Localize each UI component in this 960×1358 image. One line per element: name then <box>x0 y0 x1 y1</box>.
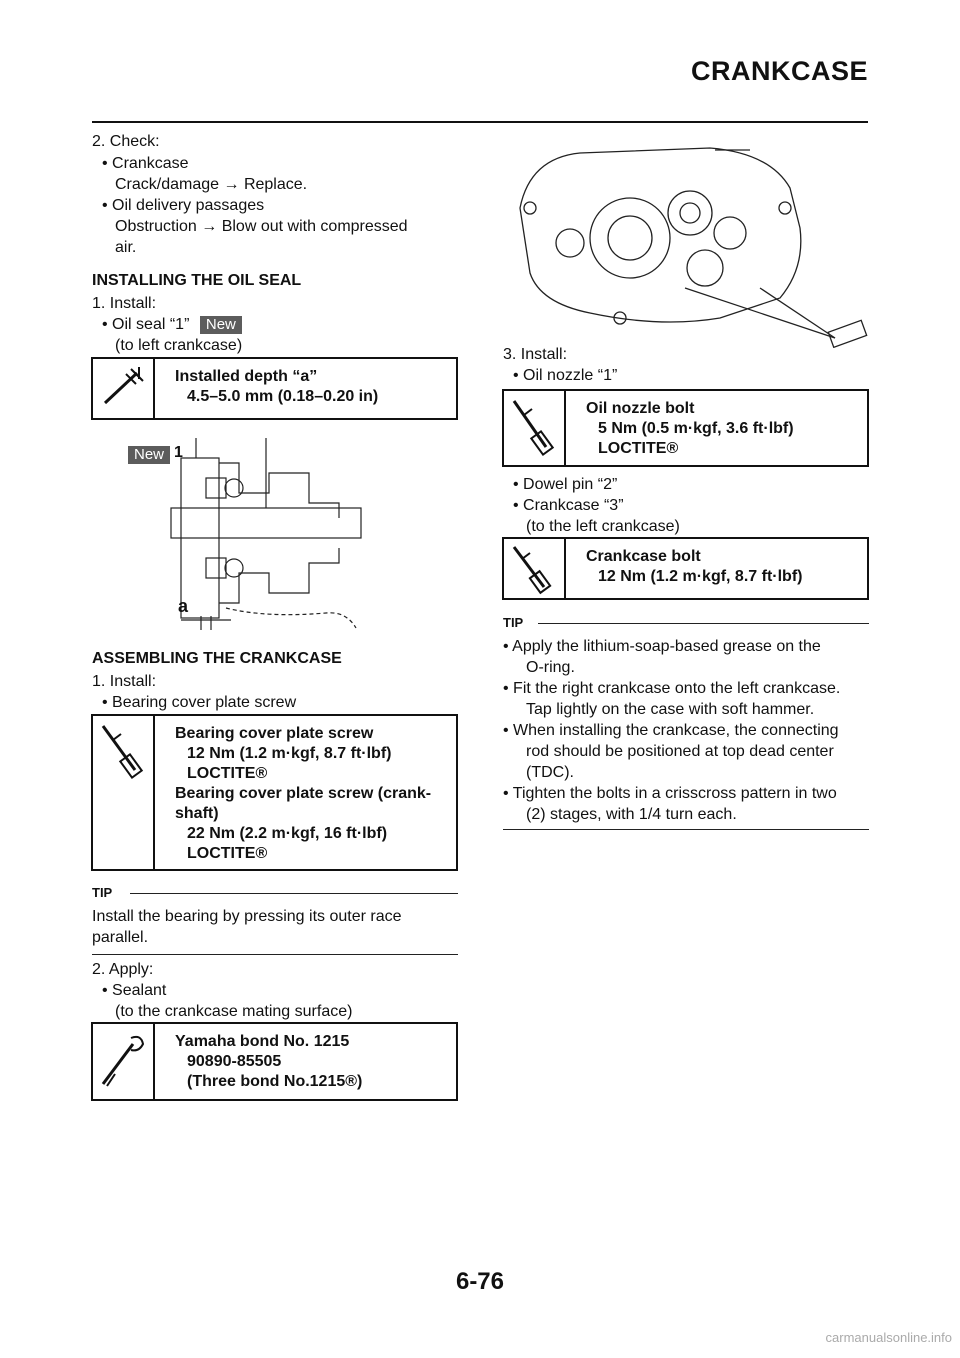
oil-seal-diagram-drawing <box>126 438 366 633</box>
spec-bond-label: Yamaha bond No. 1215 <box>175 1033 350 1050</box>
assembling-item: • Bearing cover plate screw <box>102 694 297 711</box>
check-item-crankcase-action: Crack/damage → Replace. <box>115 176 308 193</box>
apply-item: • Sealant <box>102 982 167 999</box>
spec-box-crankcase-bolt <box>502 537 869 600</box>
diagram-label-1: 1 <box>174 444 183 461</box>
tip-left-line-1: Install the bearing by pressing its outer race <box>92 908 402 925</box>
torque-wrench-icon <box>504 391 566 465</box>
spec-box-installed-depth <box>91 357 458 420</box>
torque-wrench-icon <box>93 716 155 869</box>
tip-right-bullet-1-cont: O-ring. <box>526 659 575 676</box>
watermark: carmanualsonline.info <box>825 1330 952 1345</box>
check-item-oil-passages-action: Obstruction → Blow out with compressed <box>115 218 408 235</box>
spec-bearing-cover-loctite: LOCTITE® <box>187 765 268 782</box>
check-item-oil-passages: • Oil delivery passages <box>102 197 265 214</box>
spec-bearing-cover-torque: 12 Nm (1.2 m·kgf, 8.7 ft·lbf) <box>187 745 392 762</box>
tip-rule-bottom-left <box>92 954 458 955</box>
spec-oil-nozzle-label: Oil nozzle bolt <box>586 400 695 417</box>
spec-depth-label: Installed depth “a” <box>175 368 318 385</box>
sealant-tool-icon <box>93 1024 155 1099</box>
apply-sub: (to the crankcase mating surface) <box>115 1003 353 1020</box>
crankcase-illustration-drawing <box>500 128 870 348</box>
tip-rule-top-left <box>130 893 458 894</box>
spec-box-oil-nozzle-bolt <box>502 389 869 467</box>
install3-item-dowel-pin: • Dowel pin “2” <box>513 476 618 493</box>
check-step: 2. Check: <box>92 133 160 150</box>
oil-seal-item-text: • Oil seal “1” <box>102 316 190 333</box>
install3-item-crankcase: • Crankcase “3” <box>513 497 624 514</box>
check-item-oil-passages-action-cont: air. <box>115 239 137 256</box>
check-item-crankcase: • Crankcase <box>102 155 189 172</box>
tip-right-bullet-3-cont2: (TDC). <box>526 764 574 781</box>
crankcase-illustration <box>500 128 870 348</box>
header-rule <box>92 121 868 123</box>
spec-oil-nozzle-loctite: LOCTITE® <box>598 440 679 457</box>
tip-label-right: TIP <box>503 615 524 630</box>
install3-item-oil-nozzle: • Oil nozzle “1” <box>513 367 618 384</box>
tip-right-bullet-3-cont: rod should be positioned at top dead center <box>526 743 834 760</box>
install3-sub: (to the left crankcase) <box>526 518 680 535</box>
caliper-icon <box>93 359 155 418</box>
spec-box-yamaha-bond <box>91 1022 458 1101</box>
tip-right-bullet-3: • When installing the crankcase, the connecting <box>503 722 839 739</box>
heading-assembling-crankcase: ASSEMBLING THE CRANKCASE <box>92 650 342 667</box>
tip-left-line-2: parallel. <box>92 929 149 946</box>
page-number: 6-76 <box>455 1268 505 1295</box>
tip-right-bullet-4: • Tighten the bolts in a crisscross pattern in two <box>503 785 837 802</box>
spec-bond-equivalent: (Three bond No.1215®) <box>187 1073 363 1090</box>
tip-right-bullet-2: • Fit the right crankcase onto the left crankcase. <box>503 680 841 697</box>
oil-seal-diagram <box>126 438 366 633</box>
oil-seal-sub: (to left crankcase) <box>115 337 243 354</box>
spec-bearing-cover-crank-loctite: LOCTITE® <box>187 845 268 862</box>
tip-right-bullet-2-cont: Tap lightly on the case with soft hammer. <box>526 701 815 718</box>
tip-rule-bottom-right <box>503 829 869 830</box>
tip-right-bullet-1: • Apply the lithium-soap-based grease on the <box>503 638 821 655</box>
oil-seal-item <box>102 314 242 335</box>
spec-bearing-cover-crank-label: Bearing cover plate screw (crank- <box>175 785 432 802</box>
oil-seal-step: 1. Install: <box>92 295 157 312</box>
spec-bearing-cover-label: Bearing cover plate screw <box>175 725 374 742</box>
spec-crankcase-bolt-label: Crankcase bolt <box>586 548 701 565</box>
new-badge: New <box>200 316 242 334</box>
assembling-step: 1. Install: <box>92 673 157 690</box>
spec-oil-nozzle-torque: 5 Nm (0.5 m·kgf, 3.6 ft·lbf) <box>598 420 794 437</box>
spec-depth-value: 4.5–5.0 mm (0.18–0.20 in) <box>187 388 379 405</box>
install3-step: 3. Install: <box>503 346 568 363</box>
apply-step: 2. Apply: <box>92 961 154 978</box>
page-title: CRANKCASE <box>690 56 868 86</box>
spec-bearing-cover-crank-label-cont: shaft) <box>175 805 219 822</box>
diagram-label-a: a <box>178 596 189 616</box>
diagram-new-badge: New <box>128 446 170 464</box>
spec-bearing-cover-crank-torque: 22 Nm (2.2 m·kgf, 16 ft·lbf) <box>187 825 388 842</box>
spec-bond-part-number: 90890-85505 <box>187 1053 282 1070</box>
torque-wrench-icon <box>504 539 566 598</box>
tip-right-bullet-4-cont: (2) stages, with 1/4 turn each. <box>526 806 737 823</box>
tip-label-left: TIP <box>92 885 113 900</box>
spec-crankcase-bolt-torque: 12 Nm (1.2 m·kgf, 8.7 ft·lbf) <box>598 568 803 585</box>
tip-rule-top-right <box>538 623 869 624</box>
spec-box-bearing-cover <box>91 714 458 871</box>
heading-installing-oil-seal: INSTALLING THE OIL SEAL <box>92 272 302 289</box>
